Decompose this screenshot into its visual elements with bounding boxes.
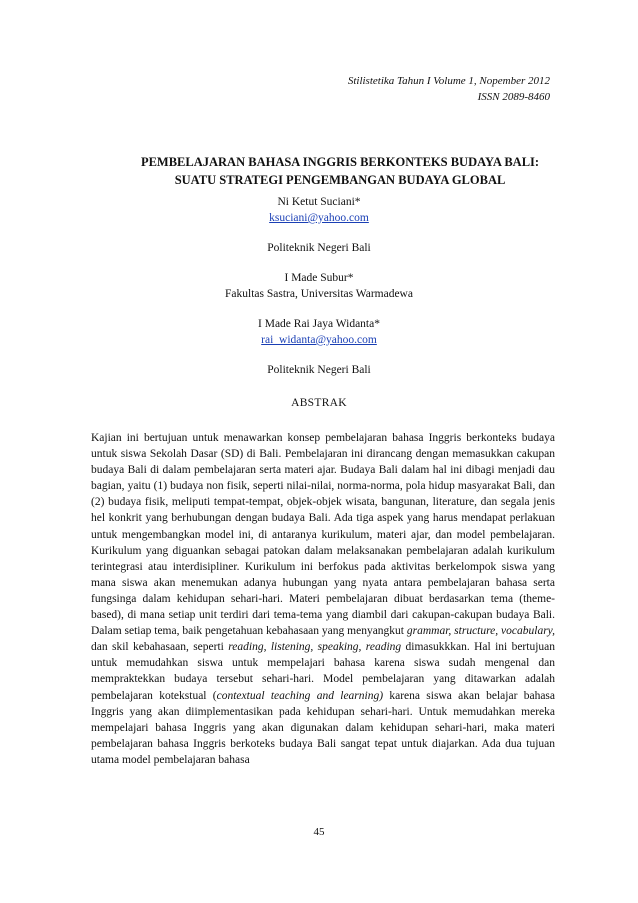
title-line-2: SUATU STRATEGI PENGEMBANGAN BUDAYA GLOBAL	[174, 173, 506, 187]
abstract-heading: ABSTRAK	[291, 397, 347, 409]
title-line-1: PEMBELAJARAN BAHASA INGGRIS BERKONTEKS BUDAYA BALI:	[140, 155, 540, 169]
abstract-text-1: Kajian ini bertujuan untuk menawarkan konsep pembelajaran bahasa Inggris berkonteks budaya untuk siswa Sekolah Dasar (SD) di Bali. Pembelajaran ini dirancang dengan memasukkan cakupan budaya Bali di dalam pembelajaran serta materi ajar. Budaya Bali dalam hal ini dibagi menjadi dau bagian, yaitu (1) budaya non fisik, seperti nilai-nilai, norma-norma, pola hidup masyarakat Bali, dan (2) budaya fisik, meliputi tempat-tempat, objek-objek wisata, bangunan, literature, dan segala jenis hel konkrit yang berhubungan dengan budaya Bali. Ada tiga aspek yang harus mendapat perlakuan untuk mengembangkan model ini, di antaranya kurikulum, materi ajar, dan model pembelajaran. Kurikulum yang diguankan sebagai patokan dalam melaksanakan pembelajaran adalah kurikulum terintegrasi atau interdisipliner. Kurikulum ini berfokus pada aktivitas berkelompok siswa yang mana siswa akan menemukan adanya hubungan yang nyata antara pembelajaran bahasa serta fungsinga dalam kehidupan sehari-hari. Materi pembelajaran dibuat berdasarkan tema (theme-based), di mana setiap unit terdiri dari tema-tema yang diambil dari cakupan-cakupan budaya Bali. Dalam setiap tema, baik pengetahuan kebahasaan yang menyangkut	[91, 432, 555, 638]
abstract-body	[91, 430, 555, 768]
paper-title	[100, 153, 580, 189]
author-1-email[interactable]: ksuciani@yahoo.com	[269, 212, 369, 224]
running-header	[348, 73, 550, 105]
abstract-text-3: dimasukkkan. Hal ini bertujuan untuk memudahkan siswa untuk mempelajari bahasa karena siswa sudah mengenal dan mempraktekkan budaya tersebut sehari-hari. Model pembelajaran yang ditawarkan adalah pembelajaran kotekstual (	[91, 641, 556, 702]
author-1-name: Ni Ketut Suciani*	[277, 196, 361, 208]
author-3-email[interactable]: rai_widanta@yahoo.com	[261, 334, 377, 346]
abstract-text-4: karena siswa akan belajar bahasa Inggris yang akan diimplementasikan pada kehidupan sehari-hari. Untuk memudahkan mereka mempelajari bahasa Inggris yang akan digunakan dalam kehidupan sehari-hari, maka materi pembelajaran bahasa Inggris berkoteks budaya Bali sangat tepat untuk diajarkan. Ada dua tujuan utama model pembelajaran bahasa	[91, 689, 555, 766]
issn: ISSN 2089-8460	[477, 91, 550, 103]
abstract-keywords-1: grammar, structure, vocabulary,	[406, 625, 556, 638]
abstract-keywords-2: reading, listening, speaking, reading	[228, 641, 402, 654]
author-2-name: I Made Subur*	[284, 272, 354, 284]
abstract-text-2: dan skil kebahasaan, seperti	[91, 641, 229, 654]
journal-citation: Stilistetika Tahun I Volume 1, Nopember 2012	[347, 75, 550, 87]
abstract-paragraph	[91, 430, 555, 768]
author-2-affiliation: Fakultas Sastra, Universitas Warmadewa	[225, 288, 413, 300]
page-number: 45	[313, 826, 325, 838]
abstract-keywords-3: contextual teaching and learning)	[216, 689, 384, 702]
author-3-affiliation: Politeknik Negeri Bali	[267, 364, 371, 376]
author-1-affiliation: Politeknik Negeri Bali	[267, 242, 371, 254]
author-3-name: I Made Rai Jaya Widanta*	[258, 318, 380, 330]
author-list	[0, 194, 638, 392]
